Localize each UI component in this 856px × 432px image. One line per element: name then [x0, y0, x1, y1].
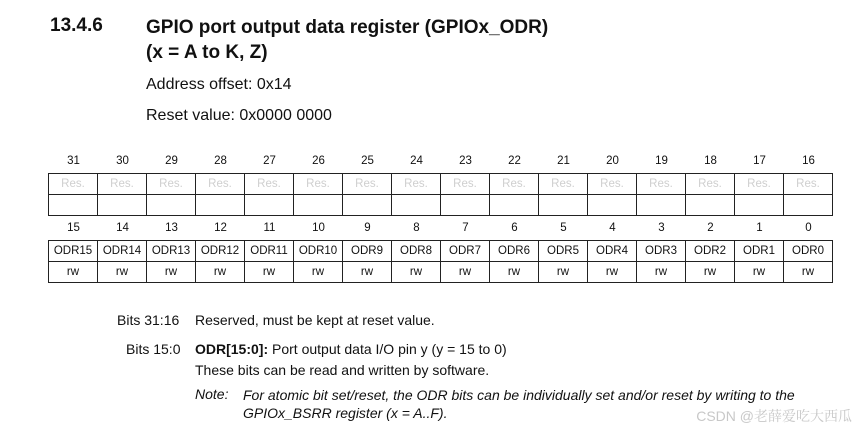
- lower-bit-number: 15: [67, 222, 80, 234]
- lower-bit-number: 14: [116, 222, 129, 234]
- odr-field-cell: ODR9: [343, 241, 392, 262]
- lower-bit-numbers: [49, 222, 833, 234]
- odr-field-cell: ODR7: [441, 241, 490, 262]
- reserved-cell: Res.: [784, 174, 833, 195]
- odr-field-cell: ODR12: [196, 241, 245, 262]
- odr-field-cell: ODR1: [735, 241, 784, 262]
- empty-access-cell: [343, 195, 392, 216]
- reserved-cell: Res.: [294, 174, 343, 195]
- reserved-cell: Res.: [490, 174, 539, 195]
- access-type-cell: rw: [98, 262, 147, 283]
- access-type-cell: rw: [686, 262, 735, 283]
- lower-bit-number: 1: [756, 222, 763, 234]
- lower-bit-number: 10: [312, 222, 325, 234]
- odr-field-summary: Port output data I/O pin y (y = 15 to 0): [268, 341, 507, 357]
- odr-field-cell: ODR5: [539, 241, 588, 262]
- upper-bit-number: 17: [753, 155, 766, 167]
- access-type-cell: rw: [735, 262, 784, 283]
- upper-bit-number: 31: [67, 155, 80, 167]
- empty-access-cell: [98, 195, 147, 216]
- access-type-cell: rw: [784, 262, 833, 283]
- odr-field-cell: ODR0: [784, 241, 833, 262]
- odr-field-cell: ODR8: [392, 241, 441, 262]
- upper-register-table: [48, 173, 833, 216]
- bits-31-16-description: Reserved, must be kept at reset value.: [195, 312, 435, 328]
- access-type-cell: rw: [539, 262, 588, 283]
- reserved-cell: Res.: [539, 174, 588, 195]
- upper-bit-number: 22: [508, 155, 521, 167]
- access-type-cell: rw: [392, 262, 441, 283]
- lower-access-row: [49, 262, 833, 283]
- empty-access-cell: [441, 195, 490, 216]
- reserved-cell: Res.: [98, 174, 147, 195]
- lower-bit-number: 5: [560, 222, 567, 234]
- reserved-cell: Res.: [392, 174, 441, 195]
- odr-field-cell: ODR6: [490, 241, 539, 262]
- upper-reserved-row: [49, 174, 833, 195]
- odr-field-name: ODR[15:0]:: [195, 341, 269, 357]
- upper-bit-number: 29: [165, 155, 178, 167]
- upper-bit-number: 21: [557, 155, 570, 167]
- reset-value: Reset value: 0x0000 0000: [146, 107, 332, 124]
- empty-access-cell: [392, 195, 441, 216]
- lower-bit-number: 7: [462, 222, 469, 234]
- lower-bit-number: 11: [263, 222, 276, 234]
- odr-field-cell: ODR15: [49, 241, 98, 262]
- upper-bit-number: 16: [802, 155, 815, 167]
- lower-bit-number: 13: [165, 222, 178, 234]
- upper-bit-number: 20: [606, 155, 619, 167]
- access-type-cell: rw: [49, 262, 98, 283]
- access-type-cell: rw: [147, 262, 196, 283]
- odr-field-cell: ODR11: [245, 241, 294, 262]
- upper-bit-number: 28: [214, 155, 227, 167]
- upper-bit-number: 25: [361, 155, 374, 167]
- empty-access-cell: [686, 195, 735, 216]
- access-type-cell: rw: [245, 262, 294, 283]
- empty-access-cell: [245, 195, 294, 216]
- reserved-cell: Res.: [147, 174, 196, 195]
- section-number: 13.4.6: [50, 15, 103, 36]
- lower-bit-number: 6: [511, 222, 518, 234]
- reserved-cell: Res.: [637, 174, 686, 195]
- empty-access-cell: [784, 195, 833, 216]
- reserved-cell: Res.: [245, 174, 294, 195]
- lower-bit-number: 4: [609, 222, 616, 234]
- lower-bit-number: 12: [214, 222, 227, 234]
- empty-access-cell: [147, 195, 196, 216]
- lower-bit-number: 0: [805, 222, 812, 234]
- lower-bit-number: 9: [364, 222, 371, 234]
- upper-bit-number: 24: [410, 155, 423, 167]
- odr-field-cell: ODR13: [147, 241, 196, 262]
- section-title: [146, 15, 548, 65]
- lower-bit-number: 3: [658, 222, 665, 234]
- reserved-cell: Res.: [343, 174, 392, 195]
- bits-31-16-label: Bits 31:16: [117, 312, 180, 328]
- reserved-cell: Res.: [49, 174, 98, 195]
- upper-bit-number: 19: [655, 155, 668, 167]
- upper-bit-number: 18: [704, 155, 717, 167]
- access-type-cell: rw: [196, 262, 245, 283]
- bits-15-0-label: Bits 15:0: [126, 341, 181, 357]
- reserved-cell: Res.: [686, 174, 735, 195]
- empty-access-cell: [637, 195, 686, 216]
- lower-field-row: [49, 241, 833, 262]
- empty-access-cell: [490, 195, 539, 216]
- bits-15-0-description: [195, 341, 507, 357]
- lower-register-table: [48, 240, 833, 283]
- empty-access-cell: [196, 195, 245, 216]
- odr-field-cell: ODR10: [294, 241, 343, 262]
- upper-bit-numbers: [49, 155, 833, 167]
- empty-access-cell: [294, 195, 343, 216]
- upper-bit-number: 27: [263, 155, 276, 167]
- access-type-cell: rw: [441, 262, 490, 283]
- upper-access-row: [49, 195, 833, 216]
- section-title-line1: GPIO port output data register (GPIOx_ODR): [146, 17, 549, 38]
- access-type-cell: rw: [588, 262, 637, 283]
- upper-bit-number: 23: [459, 155, 472, 167]
- reserved-cell: Res.: [196, 174, 245, 195]
- lower-bit-number: 8: [413, 222, 420, 234]
- empty-access-cell: [735, 195, 784, 216]
- odr-field-cell: ODR3: [637, 241, 686, 262]
- section-title-line2: (x = A to K, Z): [146, 42, 268, 63]
- reserved-cell: Res.: [735, 174, 784, 195]
- watermark: CSDN @老薛爱吃大西瓜: [696, 408, 852, 424]
- reserved-cell: Res.: [588, 174, 637, 195]
- address-offset: Address offset: 0x14: [146, 76, 292, 93]
- access-type-cell: rw: [637, 262, 686, 283]
- odr-field-cell: ODR14: [98, 241, 147, 262]
- odr-field-cell: ODR4: [588, 241, 637, 262]
- empty-access-cell: [588, 195, 637, 216]
- bits-15-0-detail: These bits can be read and written by software.: [195, 362, 490, 378]
- empty-access-cell: [49, 195, 98, 216]
- access-type-cell: rw: [294, 262, 343, 283]
- access-type-cell: rw: [490, 262, 539, 283]
- note-label: Note:: [195, 386, 229, 402]
- lower-bit-number: 2: [707, 222, 714, 234]
- upper-bit-number: 30: [116, 155, 129, 167]
- access-type-cell: rw: [343, 262, 392, 283]
- note-text: For atomic bit set/reset, the ODR bits can be individually set and/or reset by writing to the GPIOx_BSRR register (x = A..F).: [243, 387, 795, 421]
- reserved-cell: Res.: [441, 174, 490, 195]
- odr-field-cell: ODR2: [686, 241, 735, 262]
- empty-access-cell: [539, 195, 588, 216]
- upper-bit-number: 26: [312, 155, 325, 167]
